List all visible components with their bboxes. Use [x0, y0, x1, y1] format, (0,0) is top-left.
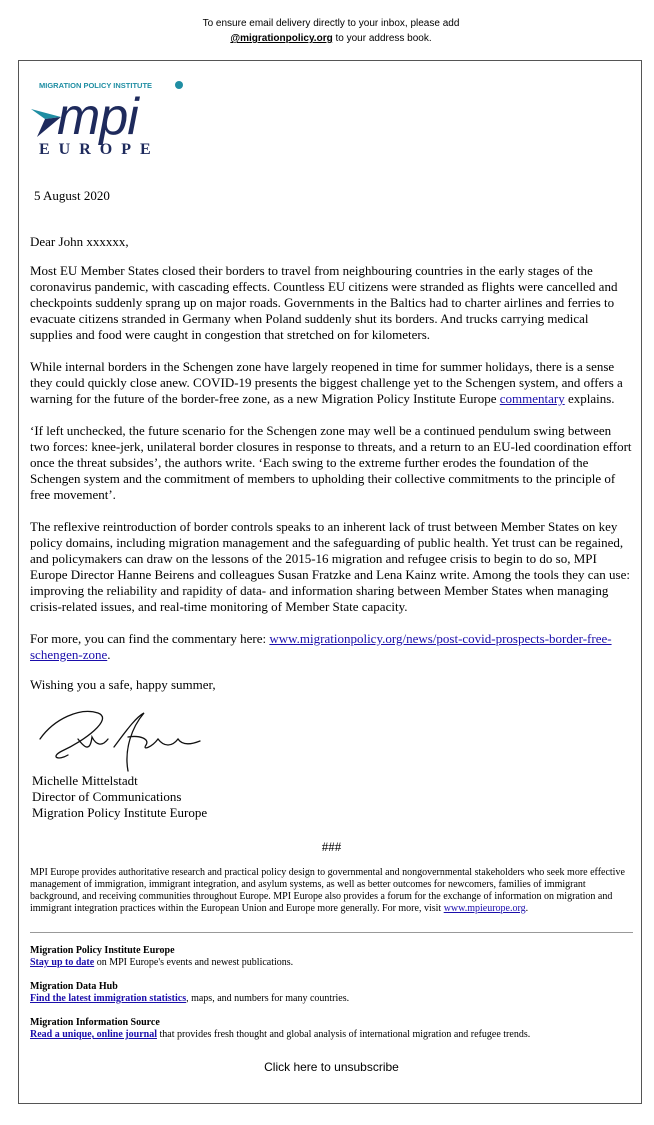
mpi-europe-logo	[31, 79, 211, 159]
preheader-address-link[interactable]: @migrationpolicy.org	[230, 33, 333, 44]
paragraph-4: The reflexive reintroduction of border controls speaks to an inherent lack of trust between Member States on key policy domains, including migration management and the safeguarding of public health. Yet trust can be regained, and policymakers can draw on the lessons of the 2015-16 migration and refugee crisis to begin to do so, MPI Europe Director Hanne Beirens and colleagues Susan Fratzke and Lena Kainz write. Among the tools they can use: improving the reliability and rapidity of data- and information sharing between Member States when managing crisis-related issues, and real-time monitoring of Member State capacity.	[30, 519, 630, 614]
signature-image	[32, 701, 204, 773]
signer-org: Migration Policy Institute Europe	[32, 805, 208, 820]
unsubscribe-link[interactable]: Click here to unsubscribe	[264, 1060, 399, 1074]
preheader	[0, 16, 654, 46]
mpieurope-link[interactable]: www.mpieurope.org	[443, 903, 526, 914]
end-mark: ###	[321, 839, 342, 854]
paragraph-2-text-before: While internal borders in the Schengen zone have largely reopened in time for summer holidays, there is a sense they could quickly close anew. COVID-19 presents the biggest challenge yet to the Schengen system, and offers a warning for the future of the border-free zone, as a new Migration Policy Institute Europe	[30, 359, 623, 406]
footer-block-title: Migration Information Source	[30, 1017, 160, 1028]
signature-block	[32, 773, 633, 821]
paragraph-2-text-after: explains.	[564, 391, 615, 406]
signer-title: Director of Communications	[32, 789, 182, 804]
footer-block-information-source	[30, 1017, 633, 1041]
stay-up-to-date-link[interactable]: Stay up to date	[30, 957, 95, 968]
signer-name: Michelle Mittelstadt	[32, 773, 138, 788]
paragraph-2	[30, 359, 633, 407]
about-mpi-europe	[30, 867, 633, 915]
online-journal-link[interactable]: Read a unique, online journal	[30, 1029, 157, 1040]
footer-block-line	[30, 957, 633, 969]
footer-block-text: , maps, and numbers for many countries.	[186, 993, 350, 1004]
paragraph-5-text-after: .	[107, 647, 111, 662]
about-text: MPI Europe provides authoritative research and practical policy design to governmental and nongovernmental stakeholders who seek more effective management of immigration, immigrant integration, and asylum systems, as well as better outcomes for newcomers, families of immigrant background, and receiving communities throughout Europe. MPI Europe also provides a forum for the exchange of information on migration and immigrant integration practices within the European Union and Europe more generally. For more, visit	[30, 867, 625, 914]
footer-block-title: Migration Policy Institute Europe	[30, 945, 175, 956]
preheader-line2-suffix: to your address book.	[332, 33, 432, 44]
footer-block-data-hub	[30, 981, 633, 1005]
footer-block-text: on MPI Europe's events and newest publications.	[94, 957, 294, 968]
letter-date: 5 August 2020	[34, 188, 110, 203]
preheader-line1: To ensure email delivery directly to your inbox, please add	[202, 18, 460, 29]
logo-dot-icon	[175, 81, 183, 89]
commentary-link[interactable]: commentary	[499, 391, 565, 406]
closing: Wishing you a safe, happy summer,	[30, 677, 216, 692]
paragraph-5	[30, 631, 633, 663]
logo-region: EUROPE	[39, 141, 160, 158]
commentary-url-link[interactable]: www.migrationpolicy.org/news/post-covid-prospects-border-free-schengen-zone	[30, 631, 612, 662]
letter-body	[30, 234, 633, 1075]
immigration-statistics-link[interactable]: Find the latest immigration statistics	[30, 993, 187, 1004]
paragraph-3: ‘If left unchecked, the future scenario for the Schengen zone may well be a continued pendulum swing between two forces: knee-jerk, unilateral border closures in response to threats, and a return to an EU-led coordination effort once the threat subsides’, the authors write. ‘Each swing to the extreme further erodes the foundation of the Schengen system and the commitment of members to upholding their collective commitments to the principle of free movement’.	[30, 423, 632, 502]
footer-block-title: Migration Data Hub	[30, 981, 118, 992]
email-frame	[18, 60, 642, 1104]
salutation: Dear John xxxxxx,	[30, 234, 129, 249]
footer-block-line	[30, 1029, 633, 1041]
footer-block-mpi-europe	[30, 945, 633, 969]
footer-block-line	[30, 993, 633, 1005]
paragraph-1: Most EU Member States closed their borders to travel from neighbouring countries in the early stages of the coronavirus pandemic, with cascading effects. Countless EU citizens were stranded as flights were cancelled and checkpoints suddenly sprang up on major roads. Governments in the Baltics had to charter airlines and ferries to evacuate citizens stranded in Germany when Poland suddenly shut its borders. And trucks carrying medical supplies and food were caught in congestion that stretched on for kilometers.	[30, 263, 618, 342]
about-suffix: .	[525, 903, 529, 914]
paragraph-5-text-before: For more, you can find the commentary here:	[30, 631, 270, 646]
logo-tagline: MIGRATION POLICY INSTITUTE	[39, 81, 153, 90]
footer-block-text: that provides fresh thought and global analysis of international migration and refugee trends.	[156, 1029, 531, 1040]
preheader-line2	[0, 31, 654, 46]
logo-wordmark: mpi	[57, 88, 138, 146]
footer-divider	[30, 932, 633, 933]
